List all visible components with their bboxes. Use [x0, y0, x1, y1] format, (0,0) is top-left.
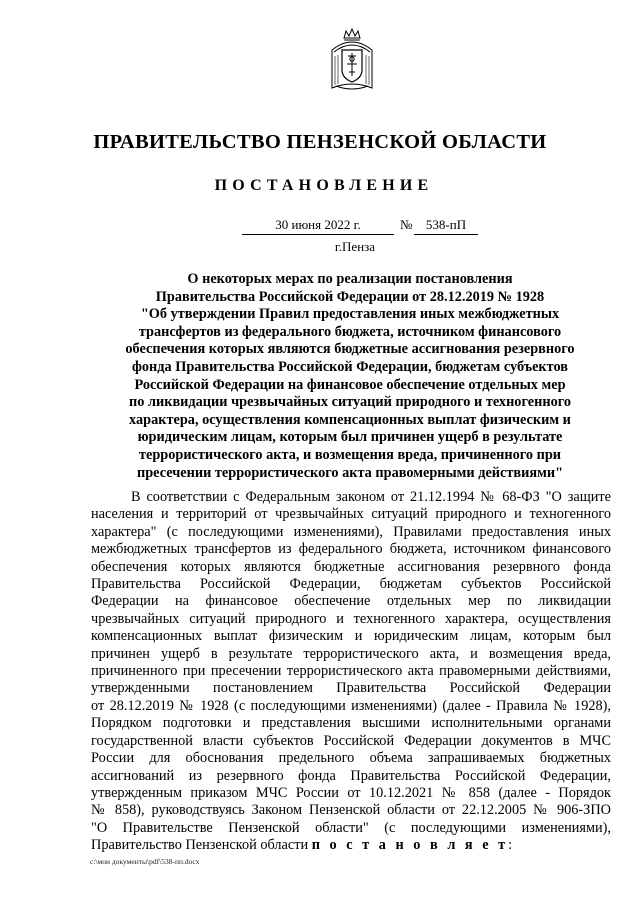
document-number: 538-пП [414, 217, 478, 235]
body-line: Федерации на финансовое обеспечение отдельных мер по ликвидации [91, 593, 611, 610]
subject-line: обеспечения которых являются бюджетные ассигнования резервного [125, 341, 575, 358]
number-sign: № [400, 217, 413, 232]
document-type: ПОСТАНОВЛЕНИЕ [214, 177, 434, 194]
body-line: причиненного при пресечении террористического акта правомерными действиями, [91, 663, 611, 680]
body-final-suffix: : [508, 837, 513, 854]
file-path-footer: c:\мои документы\pdf\538-пп.docx [90, 857, 200, 866]
resolves-word: п о с т а н о в л я е т [311, 837, 509, 854]
subject-line: "Об утверждении Правил предоставления иных межбюджетных [140, 306, 560, 323]
body-line: ассигнований из резервного фонда Правительства Российской Федерации, [91, 767, 611, 784]
body-line: № 858), руководствуясь Законом Пензенской области от 22.12.2005 № 906-ЗПО [91, 802, 611, 819]
document-date: 30 июня 2022 г. [242, 217, 394, 235]
body-line: от 28.12.2019 № 1928 (с последующими изменениями) (далее - Правила № 1928), [91, 697, 611, 714]
subject-line: трансфертов из федерального бюджета, источником финансового [138, 323, 562, 340]
body-final-prefix: Правительство Пензенской области [91, 837, 312, 854]
document-subject [90, 271, 610, 482]
body-line: государственной власти субъектов Российской Федерации документов в МЧС [91, 732, 611, 749]
city-name: г.Пенза [334, 239, 376, 254]
subject-line: пресечении террористического акта правомерными действиями" [136, 464, 564, 481]
body-line: характера" (с последующими изменениями), Правилами предоставления иных [91, 523, 611, 540]
body-line: В соответствии с Федеральным законом от 21.12.1994 № 68-ФЗ "О защите [131, 489, 611, 505]
subject-line: О некоторых мерах по реализации постановления [187, 271, 513, 287]
body-paragraph [91, 489, 611, 855]
subject-line: Правительства Российской Федерации от 28.12.2019 № 1928 [155, 288, 545, 305]
body-line: Правительства Российской Федерации, бюджетам субъектов Российской [91, 576, 611, 593]
subject-line: характера, осуществления компенсационных выплат физическим и [129, 411, 571, 428]
body-line: населения и территорий от чрезвычайных ситуаций природного и техногенного [91, 506, 611, 523]
body-line: компенсационных выплат физическим и юридическим лицам, которым был [91, 628, 611, 645]
body-line: чрезвычайных ситуаций природного и техногенного характера, осуществления [91, 610, 611, 627]
government-title: ПРАВИТЕЛЬСТВО ПЕНЗЕНСКОЙ ОБЛАСТИ [93, 131, 547, 153]
body-line-final [91, 837, 611, 854]
body-line: "О Правительстве Пензенской области" (с последующими изменениями), [91, 819, 611, 836]
body-line: обеспечения которых являются бюджетные ассигнования резервного фонда [91, 558, 611, 575]
subject-line: террористического акта, и возмещения вреда, причиненного при [138, 446, 562, 463]
body-line: Порядком подготовки и представления высшими исполнительными органами [91, 715, 611, 732]
subject-line: юридическим лицам, которым был причинен ущерб в результате [137, 429, 563, 446]
body-line: утвержденными постановлением Правительства Российской Федерации [91, 680, 611, 697]
body-line: межбюджетных трансфертов из федерального бюджета, источником финансового [91, 541, 611, 558]
body-line: причинен ущерб в результате террористического акта, и возмещения вреда, [91, 645, 611, 662]
subject-line: Российской Федерации на финансовое обеспечение отдельных мер [134, 376, 566, 393]
subject-line: по ликвидации чрезвычайных ситуаций природного и техногенного [128, 394, 572, 411]
subject-line: фонда Правительства Российской Федерации, бюджетам субъектов [131, 358, 569, 375]
body-line: России для обоснования предельного объема запрашиваемых бюджетных [91, 750, 611, 767]
coat-of-arms-icon [326, 28, 378, 94]
body-line: утвержденным приказом МЧС России от 10.12.2021 № 858 (далее - Порядок [91, 784, 611, 801]
